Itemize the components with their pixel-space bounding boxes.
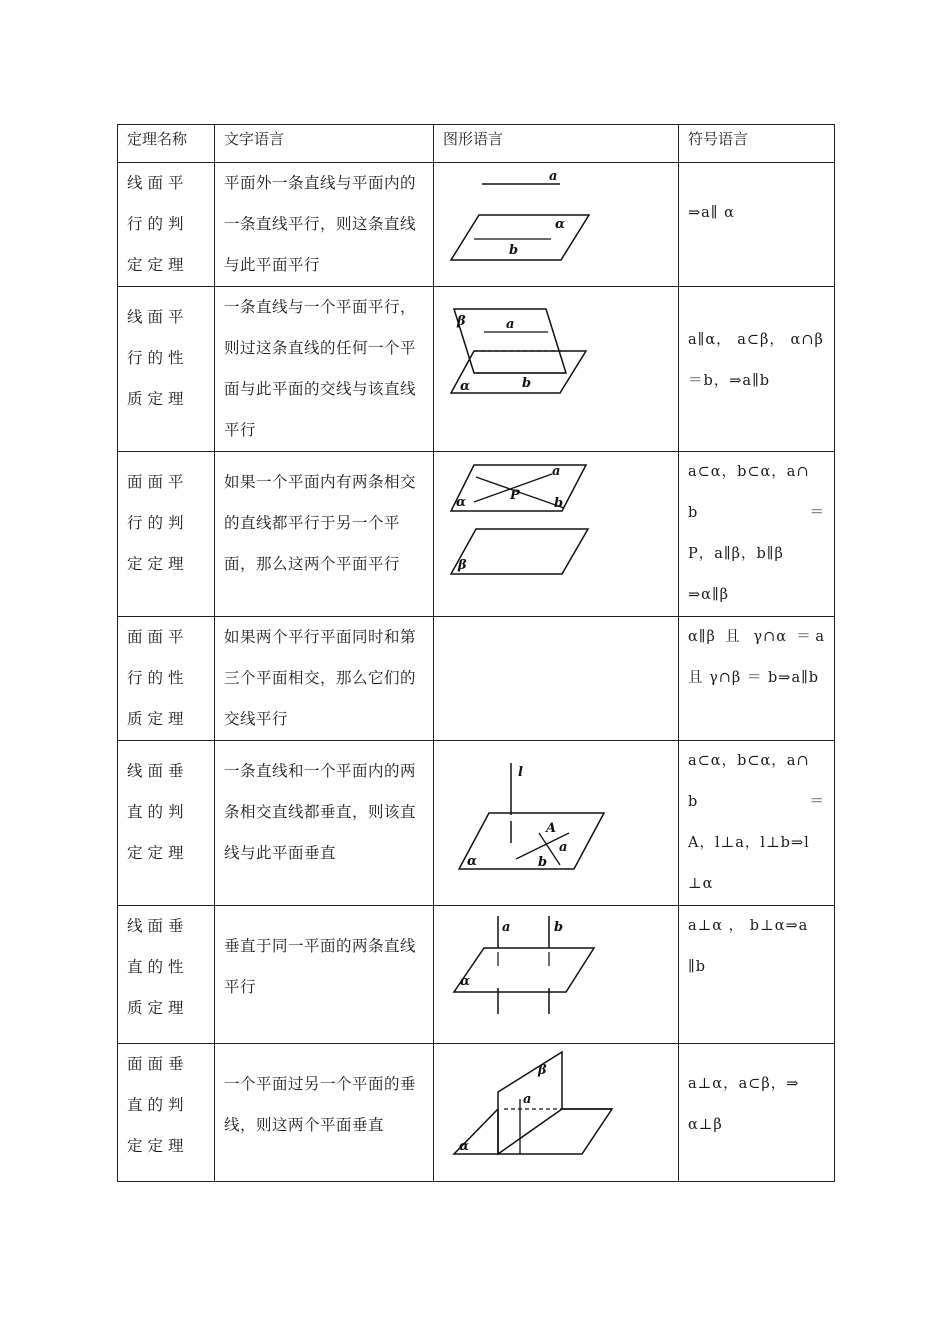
svg-text:α: α: [460, 379, 471, 394]
theorem-text: 一个平面过另一个平面的垂线，则这两个平面垂直: [215, 1044, 434, 1182]
theorem-name: 面面垂直的判定定理: [118, 1044, 215, 1182]
symbol-line: a⊂α，b⊂α，a∩: [688, 753, 810, 769]
theorem-name: 线面平行的性质定理: [118, 287, 215, 452]
svg-text:a: a: [502, 920, 511, 935]
svg-text:a: a: [506, 317, 515, 332]
theorem-figure: [434, 452, 679, 617]
theorem-figure: [434, 1044, 679, 1182]
svg-text:β: β: [458, 558, 467, 573]
svg-text:b: b: [538, 855, 548, 870]
svg-text:P: P: [510, 488, 520, 503]
svg-text:A: A: [546, 821, 557, 836]
symbol-line: ⊥α: [688, 876, 714, 892]
theorem-name: 线面垂直的判定定理: [118, 741, 215, 906]
line-plane-parallel-diagram: [434, 163, 678, 283]
svg-text:b: b: [554, 496, 564, 511]
table-row: [118, 617, 835, 741]
line-plane-parallel-property-diagram: [434, 287, 678, 447]
symbol-line: P，a∥β，b∥β: [688, 546, 784, 562]
theorem-figure-empty: [434, 617, 679, 741]
plane-plane-perpendicular-diagram: [434, 1044, 678, 1180]
theorem-table: [117, 124, 835, 1182]
svg-text:α: α: [459, 1139, 470, 1154]
theorem-figure: [434, 287, 679, 452]
svg-text:β: β: [457, 314, 466, 329]
plane-plane-parallel-diagram: [434, 452, 678, 614]
theorem-name: 面面平行的性质定理: [118, 617, 215, 741]
svg-text:a: a: [552, 464, 561, 479]
svg-text:b: b: [509, 243, 519, 258]
table-row: [118, 287, 835, 452]
svg-text:a: a: [559, 840, 568, 855]
svg-text:α: α: [456, 495, 467, 510]
theorem-symbol: a⊥α ， b⊥α⇒a ∥b: [679, 906, 835, 1044]
svg-text:b: b: [522, 376, 532, 391]
theorem-text: 如果两个平行平面同时和第三个平面相交，那么它们的交线平行: [215, 617, 434, 741]
header-text-language: 文字语言: [215, 125, 434, 163]
theorem-text: 平面外一条直线与平面内的一条直线平行，则这条直线与此平面平行: [215, 163, 434, 287]
table-row: [118, 906, 835, 1044]
symbol-line: a⊂α，b⊂α，a∩: [688, 464, 810, 480]
symbol-line: b ＝: [688, 505, 825, 521]
theorem-text: 垂直于同一平面的两条直线平行: [215, 906, 434, 1044]
svg-text:α: α: [460, 974, 471, 989]
table-header-row: [118, 125, 835, 163]
theorem-symbol: ⇒a∥ α: [679, 163, 835, 287]
table-row: [118, 1044, 835, 1182]
table-row: [118, 741, 835, 906]
theorem-symbol: a⊥α，a⊂β，⇒ α⊥β: [679, 1044, 835, 1182]
header-figure-language: 图形语言: [434, 125, 679, 163]
symbol-line: ⇒α∥β: [688, 587, 730, 603]
theorem-symbol: [679, 741, 835, 906]
symbol-line: A，l⊥a，l⊥b⇒l: [688, 835, 810, 851]
perpendicular-lines-property-diagram: [434, 906, 678, 1042]
theorem-text: 一条直线与一个平面平行，则过这条直线的任何一个平面与此平面的交线与该直线平行: [215, 287, 434, 452]
theorem-name: 面面平行的判定定理: [118, 452, 215, 617]
theorem-symbol: a∥α， a⊂β， α∩β＝b，⇒a∥b: [679, 287, 835, 452]
theorem-figure: [434, 741, 679, 906]
svg-text:α: α: [555, 217, 566, 232]
theorem-name: 线面平行的判定定理: [118, 163, 215, 287]
theorem-name: 线面垂直的性质定理: [118, 906, 215, 1044]
svg-text:b: b: [554, 920, 564, 935]
theorem-figure: [434, 163, 679, 287]
theorem-figure: [434, 906, 679, 1044]
svg-text:a: a: [549, 169, 558, 184]
svg-text:α: α: [467, 854, 478, 869]
theorem-text: 一条直线和一个平面内的两条相交直线都垂直，则该直线与此平面垂直: [215, 741, 434, 906]
svg-text:a: a: [523, 1092, 532, 1107]
table-row: [118, 452, 835, 617]
theorem-text: 如果一个平面内有两条相交的直线都平行于另一个平面，那么这两个平面平行: [215, 452, 434, 617]
theorem-symbol: α∥β 且 γ∩α ＝a 且 γ∩β ＝ b⇒a∥b: [679, 617, 835, 741]
theorem-symbol: [679, 452, 835, 617]
svg-text:l: l: [518, 765, 523, 780]
symbol-line: b ＝: [688, 794, 825, 810]
header-theorem-name: 定理名称: [118, 125, 215, 163]
table-row: [118, 163, 835, 287]
line-plane-perpendicular-diagram: [434, 741, 678, 901]
header-symbol-language: 符号语言: [679, 125, 835, 163]
svg-text:β: β: [538, 1063, 547, 1078]
